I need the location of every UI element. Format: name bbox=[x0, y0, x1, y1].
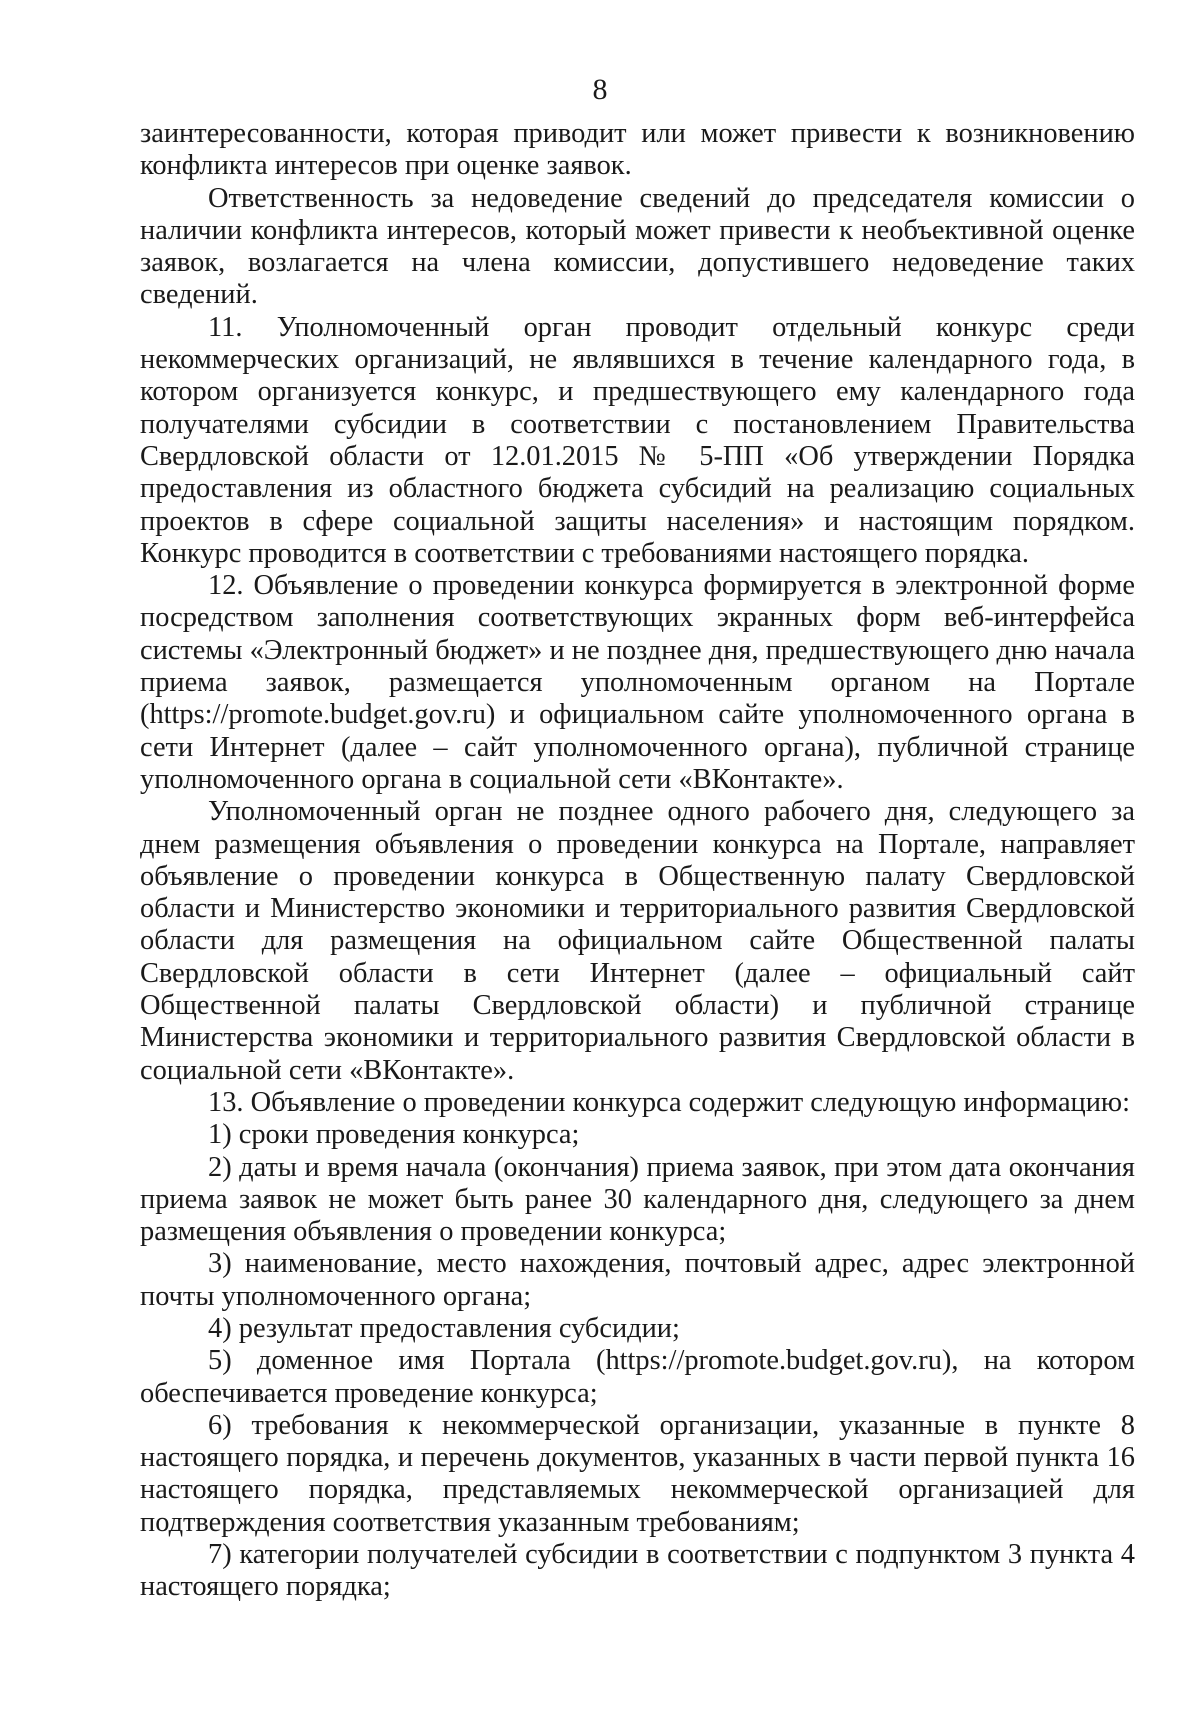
list-item-3: 3) наименование, место нахождения, почтовый адрес, адрес электронной почты уполномоченного органа; bbox=[140, 1248, 1135, 1312]
list-item-1: 1) сроки проведения конкурса; bbox=[208, 1119, 580, 1151]
paragraph-continuation: заинтересованности, которая приводит или может привести к возникновению конфликта интересов при оценке заявок. bbox=[140, 118, 1135, 182]
paragraph-item-12: 12. Объявление о проведении конкурса формируется в электронной форме посредством заполнения соответствующих экранных форм веб-интерфейса системы «Электронный бюджет» и не позднее дня, предшествующего дню начала приема заявок, размещается уполномоченным органом на Портале (https://promote.budget.gov.ru) и официальном сайте уполномоченного органа в сети Интернет (далее – сайт уполномоченного органа), публичной странице уполномоченного органа в социальной сети «ВКонтакте». bbox=[140, 570, 1135, 795]
list-item-6: 6) требования к некоммерческой организации, указанные в пункте 8 настоящего порядка, и перечень документов, указанных в части первой пункта 16 настоящего порядка, представляемых некоммерческой организацией для подтверждения соответствия указанным требованиям; bbox=[140, 1409, 1135, 1538]
list-item-7: 7) категории получателей субсидии в соответствии с подпунктом 3 пункта 4 настоящего порядка; bbox=[140, 1539, 1135, 1603]
list-item-4: 4) результат предоставления субсидии; bbox=[208, 1312, 680, 1344]
paragraph-authorized-body: Уполномоченный орган не позднее одного рабочего дня, следующего за днем размещения объявления о проведении конкурса на Портале, направляет объявление о проведении конкурса в Общественную палату Свердловской области и Министерство экономики и территориального развития Свердловской области для размещения на официальном сайте Общественной палаты Свердловской области в сети Интернет (далее – официальный сайт Общественной палаты Свердловской области) и публичной странице Министерства экономики и территориального развития Свердловской области в социальной сети «ВКонтакте». bbox=[140, 796, 1135, 1086]
document-body bbox=[140, 118, 1135, 1604]
paragraph-item-13: 13. Объявление о проведении конкурса содержит следующую информацию: bbox=[208, 1086, 1131, 1118]
paragraph-item-11: 11. Уполномоченный орган проводит отдельный конкурс среди некоммерческих организаций, не являвшихся в течение календарного года, в котором организуется конкурс, и предшествующего ему календарного года получателями субсидии в соответствии с постановлением Правительства Свердловской области от 12.01.2015 № 5-ПП «Об утверждении Порядка предоставления из областного бюджета субсидий на реализацию социальных проектов в сфере социальной защиты населения» и настоящим порядком. Конкурс проводится в соответствии с требованиями настоящего порядка. bbox=[140, 311, 1135, 569]
list-item-5: 5) доменное имя Портала (https://promote.budget.gov.ru), на котором обеспечивается проведение конкурса; bbox=[140, 1345, 1135, 1409]
list-item-2: 2) даты и время начала (окончания) приема заявок, при этом дата окончания приема заявок не может быть ранее 30 календарного дня, следующего за днем размещения объявления о проведении конкурса; bbox=[140, 1151, 1135, 1248]
page-number: 8 bbox=[592, 73, 608, 106]
paragraph-responsibility: Ответственность за недоведение сведений до председателя комиссии о наличии конфликта интересов, который может привести к необъективной оценке заявок, возлагается на члена комиссии, допустившего недоведение таких сведений. bbox=[140, 182, 1135, 311]
